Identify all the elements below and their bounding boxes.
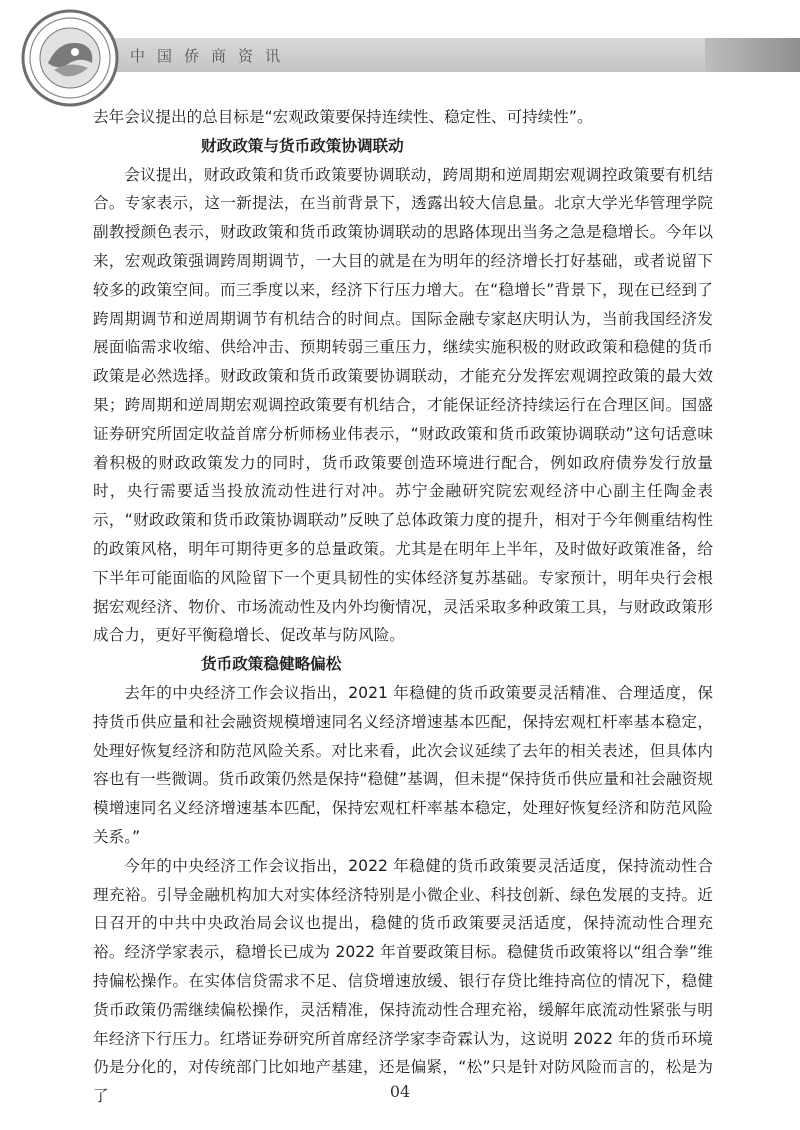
- paragraph-monetary-last-year: 去年的中央经济工作会议指出，2021 年稳健的货币政策要灵活精准、合理适度，保持货币供应量和社会融资规模增速同名义经济增速基本匹配，保持宏观杠杆率基本稳定，处理好恢复经济和防范风险关系。对比来看，此次会议延续了去年的相关表述，但具体内容也有一些微调。货币政策仍然是保持“稳健”基调，但未提“保持货币供应量和社会融资规模增速同名义经济增速基本匹配，保持宏观杠杆率基本稳定，处理好恢复经济和防范风险关系。”: [93, 683, 713, 846]
- paragraph-fiscal-monetary: 会议提出，财政政策和货币政策要协调联动，跨周期和逆周期宏观调控政策要有机结合。专家表示，这一新提法，在当前背景下，透露出较大信息量。北京大学光华管理学院副教授颜色表示，财政政策和货币政策协调联动的思路体现出当务之急是稳增长。今年以来，宏观政策强调跨周期调节，一大目的就是在为明年的经济增长打好基础，或者说留下较多的政策空间。而三季度以来，经济下行压力增大。在“稳增长”背景下，现在已经到了跨周期调节和逆周期调节有机结合的时间点。国际金融专家赵庆明认为，当前我国经济发展面临需求收缩、供给冲击、预期转弱三重压力，继续实施积极的财政政策和稳健的货币政策是必然选择。财政政策和货币政策要协调联动，才能充分发挥宏观调控政策的最大效果；跨周期和逆周期宏观调控政策要有机结合，才能保证经济持续运行在合理区间。国盛证券研究所固定收益首席分析师杨业伟表示，“财政政策和货币政策协调联动”这句话意味着积极的财政政策发力的同时，货币政策要创造环境进行配合，例如政府债券发行放量时，央行需要适当投放流动性进行对冲。苏宁金融研究院宏观经济中心副主任陶金表示，“财政政策和货币政策协调联动”反映了总体政策力度的提升，相对于今年侧重结构性的政策风格，明年可期待更多的总量政策。尤其是在明年上半年，及时做好政策准备，给下半年可能面临的风险留下一个更具韧性的实体经济复苏基础。专家预计，明年央行会根据宏观经济、物价、市场流动性及内外均衡情况，灵活采取多种政策工具，与财政政策形成合力，更好平衡稳增长、促改革与防风险。: [93, 165, 713, 645]
- page-header: [0, 0, 800, 110]
- paragraph-intro: 去年会议提出的总目标是“宏观政策要保持连续性、稳定性、可持续性”。: [93, 108, 593, 126]
- page-number: 04: [389, 1082, 411, 1101]
- article-body: [93, 103, 713, 1111]
- federation-logo-icon: [20, 8, 120, 108]
- header-title: 中国侨商资讯: [130, 47, 293, 65]
- paragraph-monetary-this-year: 今年的中央经济工作会议指出，2022 年稳健的货币政策要灵活适度，保持流动性合理充裕。引导金融机构加大对实体经济特别是小微企业、科技创新、绿色发展的支持。近日召开的中共中央政治局会议也提出，稳健的货币政策要灵活适度，保持流动性合理充裕。经济学家表示，稳增长已成为 2022 年首要政策目标。稳健货币政策将以“组合拳”维持偏松操作。在实体信贷需求不足、信贷增速放缓、银行存贷比维持高位的情况下，稳健货币政策仍需继续偏松操作，灵活精准，保持流动性合理充裕，缓解年底流动性紧张与明年经济下行压力。红塔证券研究所首席经济学家李奇霖认为，这说明 2022 年的货币环境仍是分化的，对传统部门比如地产基建，还是偏紧，“松”只是针对防风险而言的，松是为了: [93, 856, 713, 1106]
- header-band-shade: [705, 38, 800, 72]
- section-heading-fiscal-monetary: 财政政策与货币政策协调联动: [201, 136, 404, 155]
- section-heading-monetary-policy: 货币政策稳健略偏松: [201, 655, 342, 674]
